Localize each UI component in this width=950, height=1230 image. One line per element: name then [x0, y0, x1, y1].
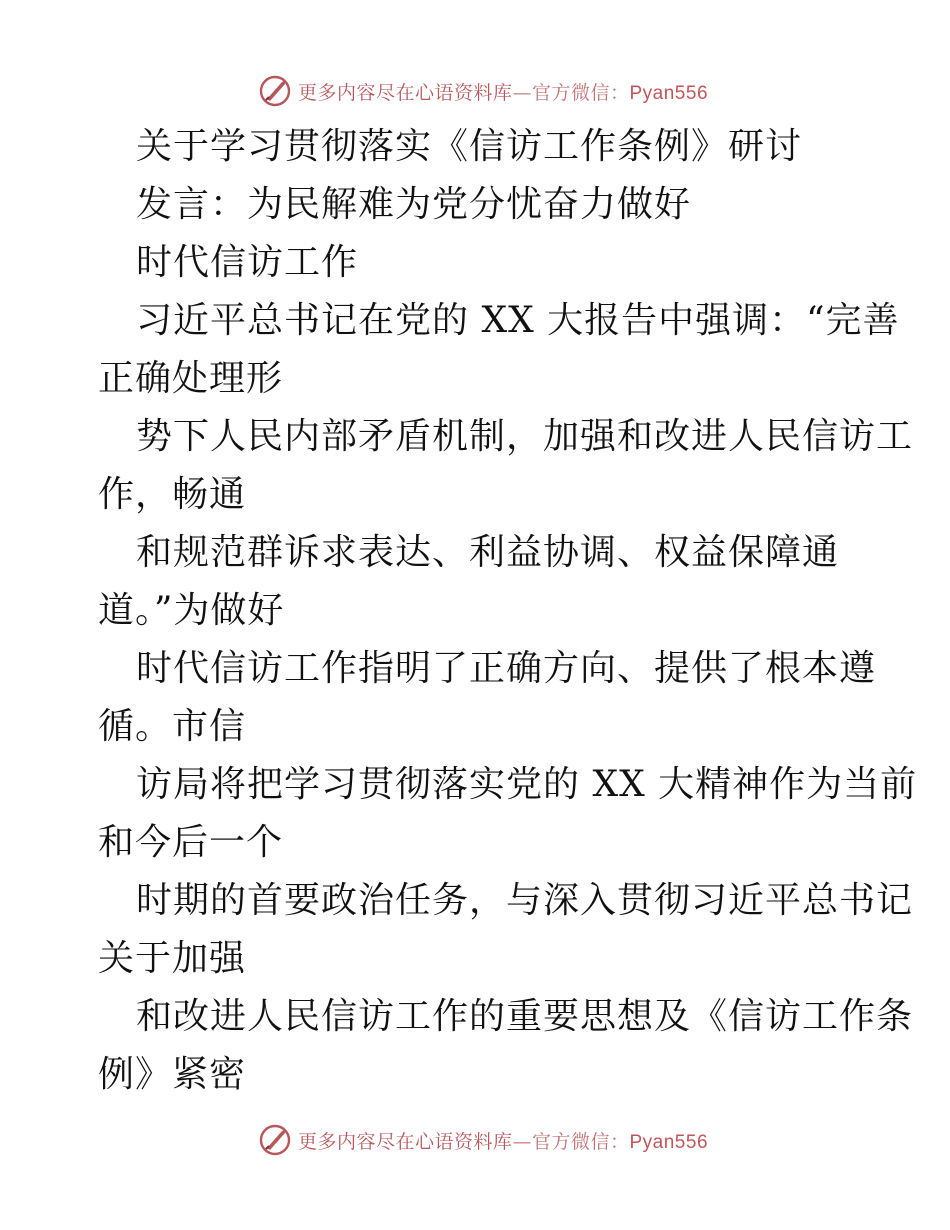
- footer-wechat-label: 官方微信：: [531, 1130, 630, 1153]
- footer-separator: —: [512, 1130, 532, 1153]
- paragraph-line: 循。市信: [98, 706, 247, 747]
- paragraph-line: 和规范群诉求表达、利益协调、权益保障通: [136, 532, 840, 573]
- header-banner-content: [258, 74, 708, 108]
- footer-banner: [0, 1120, 950, 1160]
- footer-wechat-id: Pyan556: [629, 1131, 709, 1153]
- paragraph-line: 和今后一个: [98, 822, 284, 863]
- paragraph-line: 势下人民内部矛盾机制，加强和改进人民信访工: [136, 416, 914, 457]
- quill-pen-circle-icon: [258, 74, 292, 108]
- footer-banner-text: [298, 1127, 708, 1154]
- header-banner-text: [298, 78, 708, 105]
- paragraph-line: 时期的首要政治任务，与深入贯彻习近平总书记: [136, 880, 914, 921]
- footer-site-text: 更多内容尽在心语资料库: [297, 1130, 513, 1153]
- paragraph-line: 正确处理形: [98, 358, 284, 399]
- paragraph-line: 道。”为做好: [98, 590, 285, 631]
- header-wechat-label: 官方微信：: [531, 81, 630, 104]
- paragraph-line: 关于加强: [98, 938, 247, 979]
- header-banner: [0, 71, 950, 111]
- paragraph-line: 作，畅通: [98, 474, 247, 515]
- paragraph-line: 例》紧密: [98, 1054, 247, 1095]
- header-wechat-id: Pyan556: [629, 82, 709, 104]
- document-title-line-2: 发言：为民解难为党分忧奋力做好: [136, 184, 692, 225]
- paragraph-line: 时代信访工作指明了正确方向、提供了根本遵: [136, 648, 877, 689]
- header-separator: —: [512, 81, 532, 104]
- header-site-text: 更多内容尽在心语资料库: [297, 81, 513, 104]
- footer-banner-content: [258, 1123, 708, 1157]
- document-title-line-3: 时代信访工作: [136, 242, 359, 283]
- quill-pen-circle-icon: [258, 1123, 292, 1157]
- paragraph-line: 访局将把学习贯彻落实党的 XX 大精神作为当前: [136, 764, 918, 805]
- paragraph-line: 和改进人民信访工作的重要思想及《信访工作条: [136, 996, 914, 1037]
- paragraph-line: 习近平总书记在党的 XX 大报告中强调：“完善: [136, 300, 900, 341]
- document-title-line-1: 关于学习贯彻落实《信访工作条例》研讨: [136, 126, 803, 167]
